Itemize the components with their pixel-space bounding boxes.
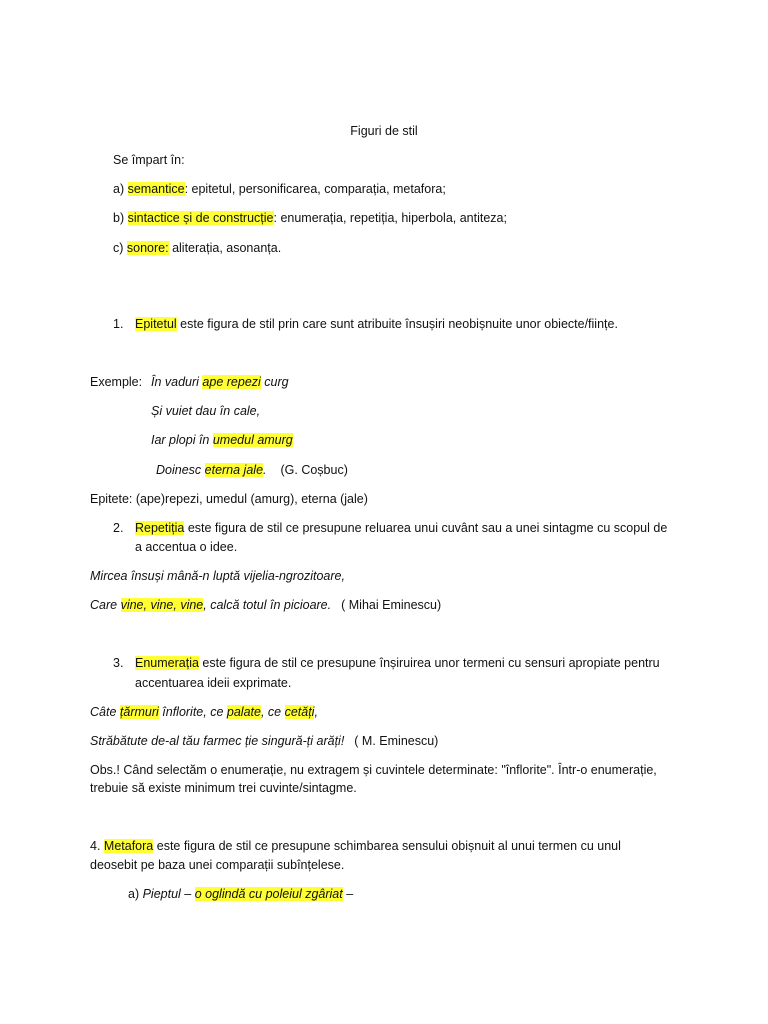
section-3-definition-cont: accentuarea ideii exprimate. bbox=[135, 676, 292, 690]
highlight: semantice bbox=[127, 182, 185, 196]
highlight: palate bbox=[226, 705, 261, 719]
highlight: sonore: bbox=[126, 241, 169, 255]
quote-line-2: Care vine, vine, vine, calcă totul în picioare. ( Mihai Eminescu) bbox=[90, 598, 442, 612]
section-2-number: 2. bbox=[113, 521, 124, 535]
epithets-summary: Epitete: (ape)repezi, umedul (amurg), eterna (jale) bbox=[90, 492, 368, 506]
highlight: cetăți bbox=[284, 705, 315, 719]
poem-line-2: Și vuiet dau în cale, bbox=[151, 404, 261, 418]
metaphor-example: a) Pieptul – o oglindă cu poleiul zgâriat – bbox=[128, 887, 354, 901]
section-4-definition-cont: deosebit pe baza unei comparații subînțelese. bbox=[90, 858, 345, 872]
section-2-definition-cont: a accentua o idee. bbox=[135, 540, 238, 554]
highlight: sintactice și de construcție bbox=[127, 211, 274, 225]
highlight: Metafora bbox=[103, 839, 154, 853]
highlight: eterna jale bbox=[204, 463, 264, 477]
section-4-definition: 4. Metafora este figura de stil ce presupune schimbarea sensului obișnuit al unui termen cu unul bbox=[90, 839, 621, 853]
intro-item-b: b) sintactice și de construcție: enumerația, repetiția, hiperbola, antiteza; bbox=[113, 211, 507, 225]
poem-line-3: Iar plopi în umedul amurg bbox=[151, 433, 293, 447]
page-title: Figuri de stil bbox=[350, 124, 418, 138]
section-3-number: 3. bbox=[113, 656, 124, 670]
observation-line-1: Obs.! Când selectăm o enumerație, nu extragem și cuvintele determinate: "înflorite". Într-o enumerație, bbox=[90, 763, 657, 777]
poem-line-4: Doinesc eterna jale. (G. Coșbuc) bbox=[156, 463, 348, 477]
observation-line-2: trebuie să existe minimum trei cuvinte/sintagme. bbox=[90, 781, 357, 795]
poem-line-1: În vaduri ape repezi curg bbox=[151, 375, 289, 389]
intro-item-a: a) semantice: epitetul, personificarea, comparația, metafora; bbox=[113, 182, 446, 196]
highlight: țărmuri bbox=[119, 705, 159, 719]
examples-label: Exemple: bbox=[90, 375, 143, 389]
highlight: Epitetul bbox=[135, 317, 177, 331]
highlight: o oglindă cu poleiul zgâriat bbox=[194, 887, 343, 901]
quote-line-4: Străbătute de-al tău farmec ție singură-ți arăți! ( M. Eminescu) bbox=[90, 734, 439, 748]
intro-item-c: c) sonore: aliterația, asonanța. bbox=[113, 241, 282, 255]
highlight: ape repezi bbox=[202, 375, 261, 389]
section-3-definition: Enumerația este figura de stil ce presupune înșiruirea unor termeni cu sensuri apropiate pentru bbox=[135, 656, 660, 670]
quote-line-1: Mircea însuși mână-n luptă vijelia-ngrozitoare, bbox=[90, 569, 345, 583]
highlight: umedul amurg bbox=[212, 433, 293, 447]
section-1-number: 1. bbox=[113, 317, 124, 331]
highlight: vine, vine, vine bbox=[120, 598, 204, 612]
quote-line-3: Câte țărmuri înflorite, ce palate, ce cetăți, bbox=[90, 705, 318, 719]
section-2-definition: Repetiția este figura de stil ce presupune reluarea unui cuvânt sau a unei sintagme cu scopul de bbox=[135, 521, 668, 535]
highlight: Enumerația bbox=[135, 656, 199, 670]
intro-lead: Se împart în: bbox=[113, 153, 185, 167]
highlight: Repetiția bbox=[135, 521, 185, 535]
section-1-definition: Epitetul este figura de stil prin care sunt atribuite însușiri neobișnuite unor obiecte/ființe. bbox=[135, 317, 618, 331]
